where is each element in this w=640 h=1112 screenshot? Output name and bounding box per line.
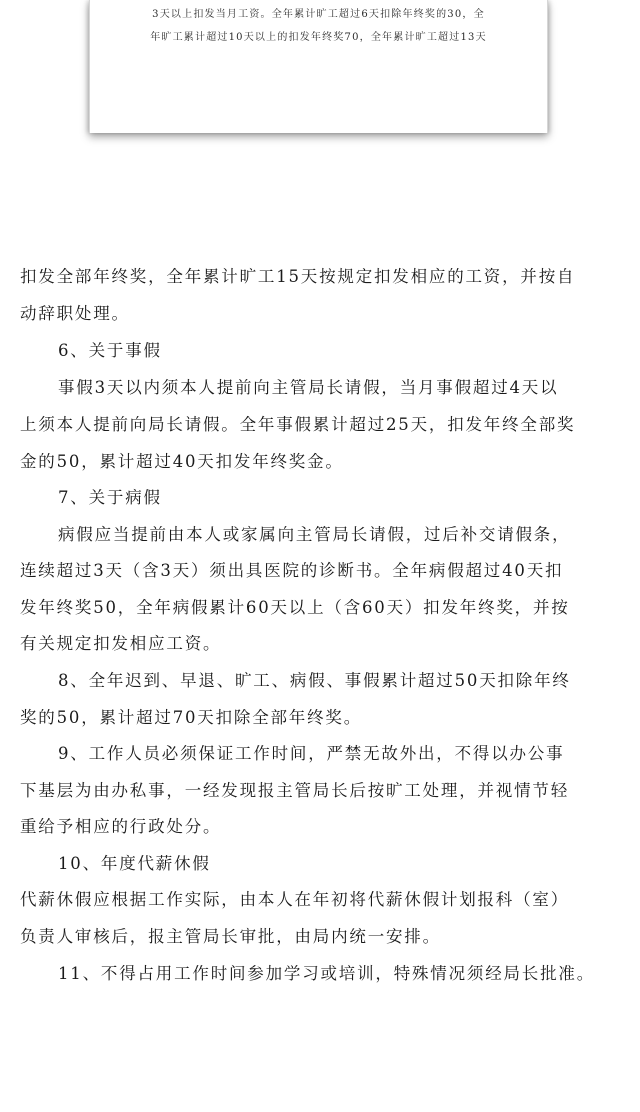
card-text-line: 年旷工累计超过10天以上的扣发年终奖70，全年累计旷工超过13天: [150, 32, 487, 43]
paragraph-line: 代薪休假应根据工作实际，由本人在年初将代薪休假计划报科（室）: [20, 890, 569, 909]
paragraph-line: 病假应当提前由本人或家属向主管局长请假，过后补交请假条，: [58, 525, 571, 544]
card-text-line: 3天以上扣发当月工资。全年累计旷工超过6天扣除年终奖的30，全: [152, 9, 485, 20]
paragraph-line: 11、不得占用工作时间参加学习或培训，特殊情况须经局长批准。: [58, 964, 595, 983]
scanned-page-card: [89, 0, 548, 133]
paragraph-line: 下基层为由办私事，一经发现报主管局长后按旷工处理，并视情节轻: [20, 781, 569, 800]
section-heading-10: 10、年度代薪休假: [58, 854, 211, 873]
paragraph-line: 重给予相应的行政处分。: [20, 817, 222, 836]
paragraph-line: 9、工作人员必须保证工作时间，严禁无故外出，不得以办公事: [58, 744, 565, 763]
paragraph-line: 动辞职处理。: [20, 304, 130, 323]
paragraph-line: 上须本人提前向局长请假。全年事假累计超过25天，扣发年终全部奖: [20, 415, 576, 434]
paragraph-line: 金的50，累计超过40天扣发年终奖金。: [20, 452, 344, 471]
paragraph-line: 奖的50，累计超过70天扣除全部年终奖。: [20, 708, 362, 727]
paragraph-line: 8、全年迟到、早退、旷工、病假、事假累计超过50天扣除年终: [58, 671, 571, 690]
paragraph-line: 有关规定扣发相应工资。: [20, 634, 222, 653]
paragraph-line: 连续超过3天（含3天）须出具医院的诊断书。全年病假超过40天扣: [20, 561, 564, 580]
paragraph-line: 负责人审核后，报主管局长审批，由局内统一安排。: [20, 927, 441, 946]
section-heading-7: 7、关于病假: [58, 488, 162, 507]
paragraph-line: 扣发全部年终奖，全年累计旷工15天按规定扣发相应的工资，并按自: [20, 267, 576, 286]
paragraph-line: 事假3天以内须本人提前向主管局长请假，当月事假超过4天以: [58, 378, 559, 397]
section-heading-6: 6、关于事假: [58, 341, 162, 360]
paragraph-line: 发年终奖50，全年病假累计60天以上（含60天）扣发年终奖，并按: [20, 598, 570, 617]
